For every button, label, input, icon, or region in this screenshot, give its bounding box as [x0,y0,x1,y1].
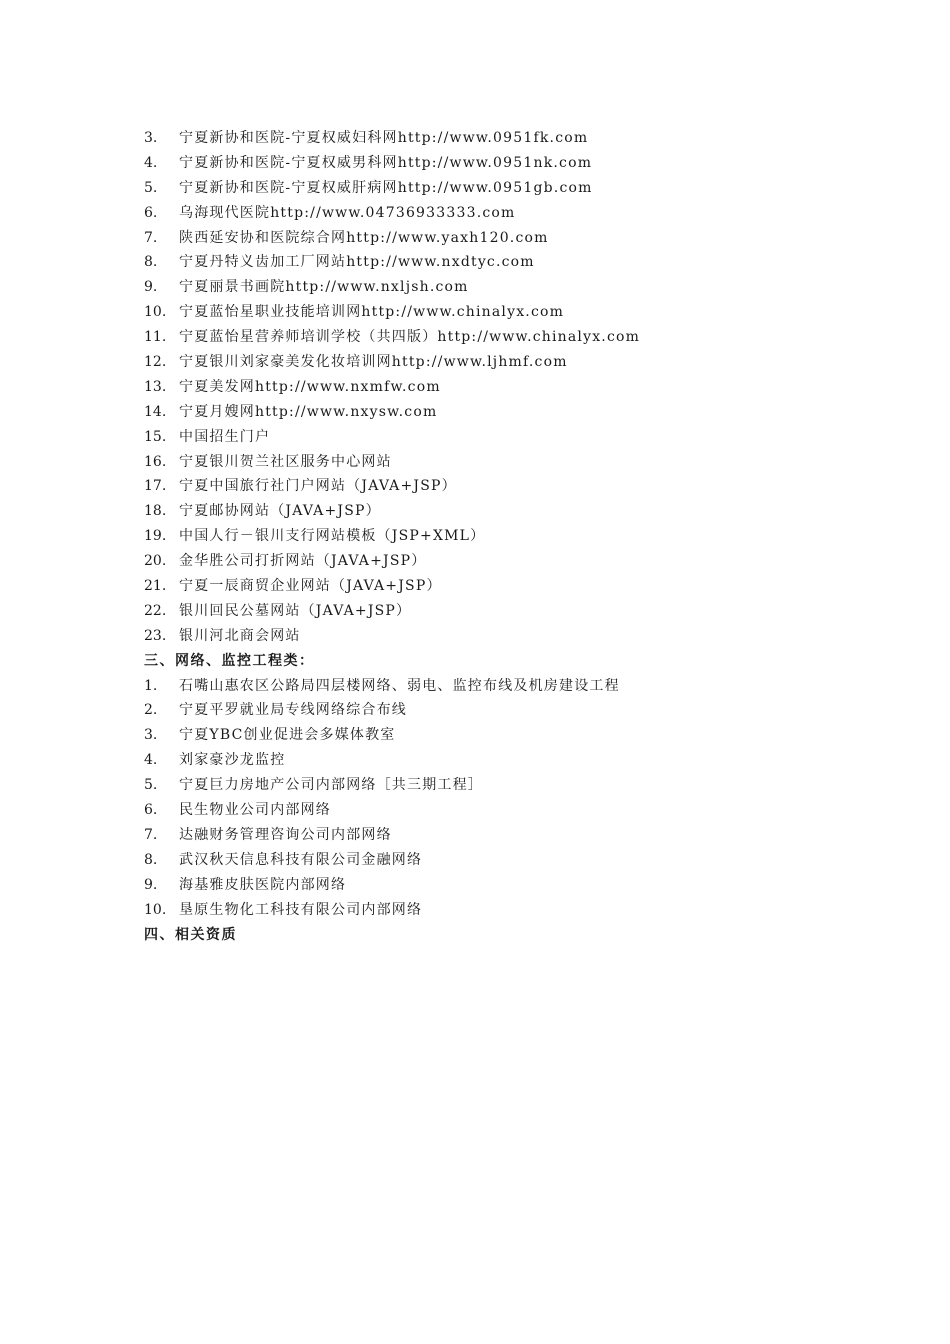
list-item-number: 22. [144,602,167,619]
list-item-number: 20. [144,553,167,570]
list-item-number: 8. [144,851,158,868]
website-list-item [144,151,864,176]
network-list-item [144,674,864,699]
network-list-item [144,773,864,798]
list-item-number: 1. [144,677,158,694]
list-item-text: 宁夏蓝怡星职业技能培训网http://www.chinalyx.com [179,304,565,321]
list-item-number: 6. [144,802,158,819]
network-list-item [144,798,864,823]
list-item-number: 8. [144,254,158,271]
list-item-text: 宁夏平罗就业局专线网络综合布线 [179,702,407,719]
list-item-number: 3. [144,130,158,146]
list-item-number: 10. [144,304,167,321]
list-item-number: 16. [144,453,167,470]
website-list-item [144,275,864,300]
list-item-text: 陕西延安协和医院综合网http://www.yaxh120.com [179,229,549,246]
list-item-text: 金华胜公司打折网站（JAVA+JSP） [179,553,427,570]
list-item-number: 23. [144,627,167,644]
website-list-item [144,250,864,275]
list-item-text: 宁夏丽景书画院http://www.nxljsh.com [179,279,469,296]
website-list-item [144,300,864,325]
list-item-number: 10. [144,901,167,918]
list-item-text: 垦原生物化工科技有限公司内部网络 [179,901,423,918]
list-item-number: 7. [144,229,158,246]
list-item-number: 15. [144,428,167,445]
list-item-text: 武汉秋天信息科技有限公司金融网络 [179,851,423,868]
network-list-item [144,898,864,923]
network-list-item [144,723,864,748]
section-heading-network: 三、网络、监控工程类： [144,652,315,669]
list-item-number: 9. [144,876,158,893]
list-item-text: 宁夏银川刘家豪美发化妆培训网http://www.ljhmf.com [179,354,568,371]
network-list-item [144,748,864,773]
list-item-text: 刘家豪沙龙监控 [179,752,286,769]
network-list-item [144,698,864,723]
list-item-number: 3. [144,727,158,744]
list-item-number: 19. [144,528,167,545]
list-item-text: 宁夏邮协网站（JAVA+JSP） [179,503,381,520]
list-item-number: 18. [144,503,167,520]
list-item-text: 宁夏新协和医院-宁夏权威妇科网http://www.0951fk.com [179,130,589,146]
list-item-number: 17. [144,478,167,495]
network-list-item [144,848,864,873]
website-list-item [144,574,864,599]
network-list-item [144,823,864,848]
list-item-number: 21. [144,578,167,595]
website-list-item [144,450,864,475]
list-item-text: 宁夏中国旅行社门户网站（JAVA+JSP） [179,478,457,495]
list-item-text: 宁夏银川贺兰社区服务中心网站 [179,453,392,470]
website-list-item [144,400,864,425]
list-item-number: 5. [144,179,158,196]
website-list-item [144,599,864,624]
website-list-item [144,126,864,151]
content-block [144,126,864,947]
list-item-text: 宁夏美发网http://www.nxmfw.com [179,378,441,395]
list-item-text: 宁夏新协和医院-宁夏权威肝病网http://www.0951gb.com [179,179,593,196]
website-project-list [144,126,864,649]
list-item-number: 7. [144,826,158,843]
website-list-item [144,474,864,499]
website-list-item [144,425,864,450]
list-item-number: 2. [144,702,158,719]
list-item-text: 中国招生门户 [179,428,271,445]
list-item-text: 宁夏新协和医院-宁夏权威男科网http://www.0951nk.com [179,154,593,171]
list-item-text: 宁夏月嫂网http://www.nxysw.com [179,403,438,420]
list-item-number: 6. [144,204,158,221]
list-item-text: 石嘴山惠农区公路局四层楼网络、弱电、监控布线及机房建设工程 [179,677,620,694]
list-item-text: 宁夏一辰商贸企业网站（JAVA+JSP） [179,578,442,595]
list-item-text: 银川回民公墓网站（JAVA+JSP） [179,602,412,619]
list-item-text: 乌海现代医院http://www.04736933333.com [179,204,516,221]
website-list-item [144,176,864,201]
website-list-item [144,201,864,226]
website-list-item [144,524,864,549]
list-item-text: 宁夏YBC创业促进会多媒体教室 [179,727,396,744]
website-list-item [144,499,864,524]
website-list-item [144,549,864,574]
website-list-item [144,350,864,375]
list-item-number: 11. [144,329,167,346]
list-item-number: 4. [144,154,158,171]
list-item-number: 12. [144,354,167,371]
list-item-text: 海基雅皮肤医院内部网络 [179,876,347,893]
list-item-number: 5. [144,777,158,794]
list-item-text: 达融财务管理咨询公司内部网络 [179,826,392,843]
list-item-text: 银川河北商会网站 [179,627,301,644]
list-item-number: 9. [144,279,158,296]
list-item-number: 14. [144,403,167,420]
list-item-text: 宁夏巨力房地产公司内部网络［共三期工程］ [179,777,483,794]
list-item-number: 4. [144,752,158,769]
network-project-list [144,674,864,923]
list-item-text: 宁夏蓝怡星营养师培训学校（共四版）http://www.chinalyx.com [179,329,641,346]
list-item-text: 中国人行－银川支行网站模板（JSP+XML） [179,528,486,545]
list-item-text: 民生物业公司内部网络 [179,802,331,819]
list-item-text: 宁夏丹特义齿加工厂网站http://www.nxdtyc.com [179,254,535,271]
network-list-item [144,873,864,898]
website-list-item [144,226,864,251]
section-heading-qualifications: 四、相关资质 [144,926,237,943]
list-item-number: 13. [144,378,167,395]
website-list-item [144,375,864,400]
website-list-item [144,325,864,350]
website-list-item [144,624,864,649]
